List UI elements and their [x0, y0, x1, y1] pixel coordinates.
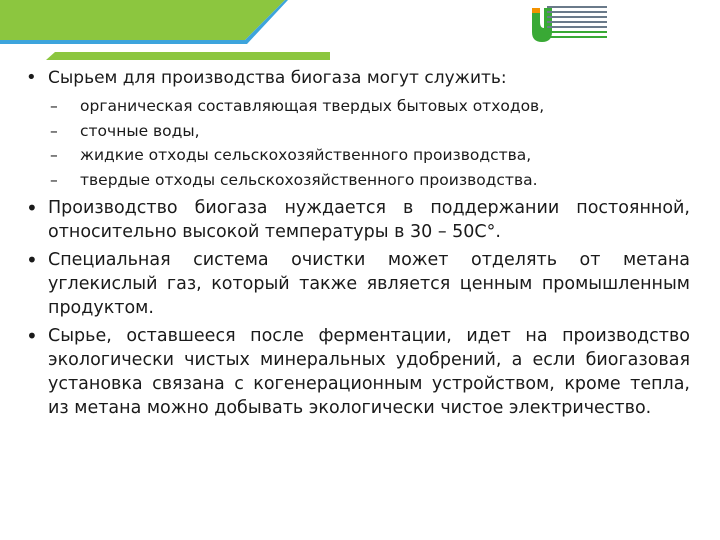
slide-content	[20, 66, 690, 420]
bullet-marker: •	[26, 324, 38, 348]
bullet-text: Сырьем для производства биогаза могут служить:	[48, 68, 507, 88]
sub-list-item: – органическая составляющая твердых бытовых отходов,	[50, 97, 545, 115]
sub-list	[20, 94, 690, 192]
bullet-marker: •	[26, 196, 38, 220]
header-green-band	[0, 0, 285, 40]
sub-list-item: – жидкие отходы сельскохозяйственного производства,	[50, 146, 532, 164]
sub-list-item: – сточные воды,	[50, 121, 200, 140]
logo-text-block	[547, 6, 607, 41]
sub-list-item: – твердые отходы сельскохозяйственного производства.	[50, 170, 538, 189]
bullet-fertilizer	[20, 324, 690, 420]
bullet-temperature	[20, 196, 690, 244]
bullet-text: Сырье, оставшееся после ферментации, идет на производство экологически чистых минеральных удобрений, а если биогазовая установка связана с когенерационным устройством, кроме тепла, из метана можно добывать экологически чистое электричество.	[48, 326, 690, 418]
bullet-raw-materials	[20, 66, 690, 90]
bullet-text: Специальная система очистки может отделять от метана углекислый газ, который также является ценным промышленным продуктом.	[48, 250, 690, 318]
bullet-purification	[20, 248, 690, 320]
bullet-marker: •	[26, 67, 37, 88]
header-green-shape-lower	[46, 52, 330, 60]
bullet-text: Производство биогаза нуждается в поддержании постоянной, относительно высокой температуры в 30 – 50С°.	[48, 198, 690, 242]
header-banner	[0, 0, 720, 75]
bullet-marker: •	[26, 248, 38, 272]
